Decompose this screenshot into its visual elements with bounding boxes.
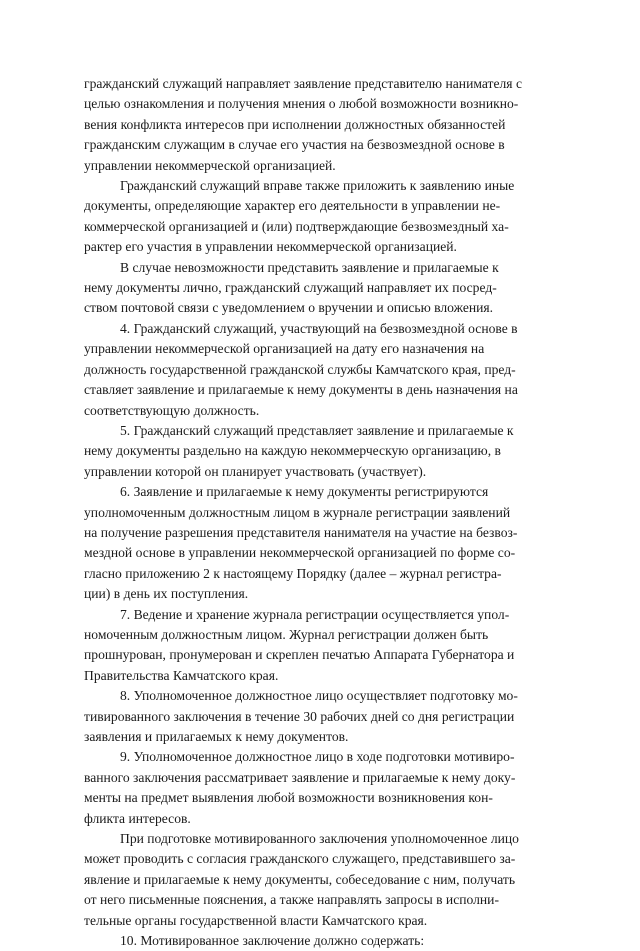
paragraph-interview-clause: При подготовке мотивированного заключения уполномоченное лицо может проводить с согласия гражданского служащего, представившего за- явление и прилагаемые к нему документы, собеседование с ним, получать от него письменные пояснения, а также направлять запросы в исполни- тельные органы государственной власти Камчатского края. [84, 831, 519, 928]
paragraph-item-5: 5. Гражданский служащий представляет заявление и прилагаемые к нему документы раздельно на каждую некоммерческую организацию, в управлении которой он планирует участвовать (участвует). [84, 422, 514, 479]
paragraph-item-6: 6. Заявление и прилагаемые к нему документы регистрируются уполномоченным должностным лицом в журнале регистрации заявлений на получение разрешения представителя нанимателя на участие на безвоз- мездной основе в управлении некоммерческой организацией по форме со- гласно приложению 2 к настоящему Порядку (далее – журнал регистра- ции) в день их поступления. [84, 484, 518, 602]
paragraph-postal-submission: В случае невозможности представить заявление и прилагаемые к нему документы лично, гражданский служащий направляет их посред- ством почтовой связи с уведомлением о вручении и описью вложения. [84, 259, 499, 316]
paragraph-additional-documents: Гражданский служащий вправе также приложить к заявлению иные документы, определяющие характер его деятельности в управлении не- коммерческой организацией и (или) подтверждающие безвозмездный ха- рактер его участия в управлении некоммерческой организацией. [84, 178, 515, 255]
paragraph-intro-continuation: гражданский служащий направляет заявление представителю нанимателя с целью ознакомления и получения мнения о любой возможности возникно- вения конфликта интересов при исполнении должностных обязанностей гражданским служащим в случае его участия на безвозмездной основе в управлении некоммерческой организацией. [84, 76, 522, 173]
paragraph-item-9: 9. Уполномоченное должностное лицо в ходе подготовки мотивиро- ванного заключения рассматривает заявление и прилагаемые к нему доку- менты на предмет выявления любой возможности возникновения кон- фликта интересов. [84, 749, 516, 826]
paragraph-item-10: 10. Мотивированное заключение должно содержать: [120, 933, 425, 949]
paragraph-item-8: 8. Уполномоченное должностное лицо осуществляет подготовку мо- тивированного заключения в течение 30 рабочих дней со дня регистрации заявления и прилагаемых к нему документов. [84, 688, 518, 744]
paragraph-item-4: 4. Гражданский служащий, участвующий на безвозмездной основе в управлении некоммерческой организацией на дату его назначения на должность государственной гражданской службы Камчатского края, пред- ставляет заявление и прилагаемые к нему документы в день назначения на соответствующую должность. [84, 320, 518, 418]
paragraph-item-7: 7. Ведение и хранение журнала регистрации осуществляется упол- номоченным должностным лицом. Журнал регистрации должен быть прошнурован, пронумерован и скреплен печатью Аппарата Губернатора и Правительства Камчатского края. [84, 606, 515, 683]
